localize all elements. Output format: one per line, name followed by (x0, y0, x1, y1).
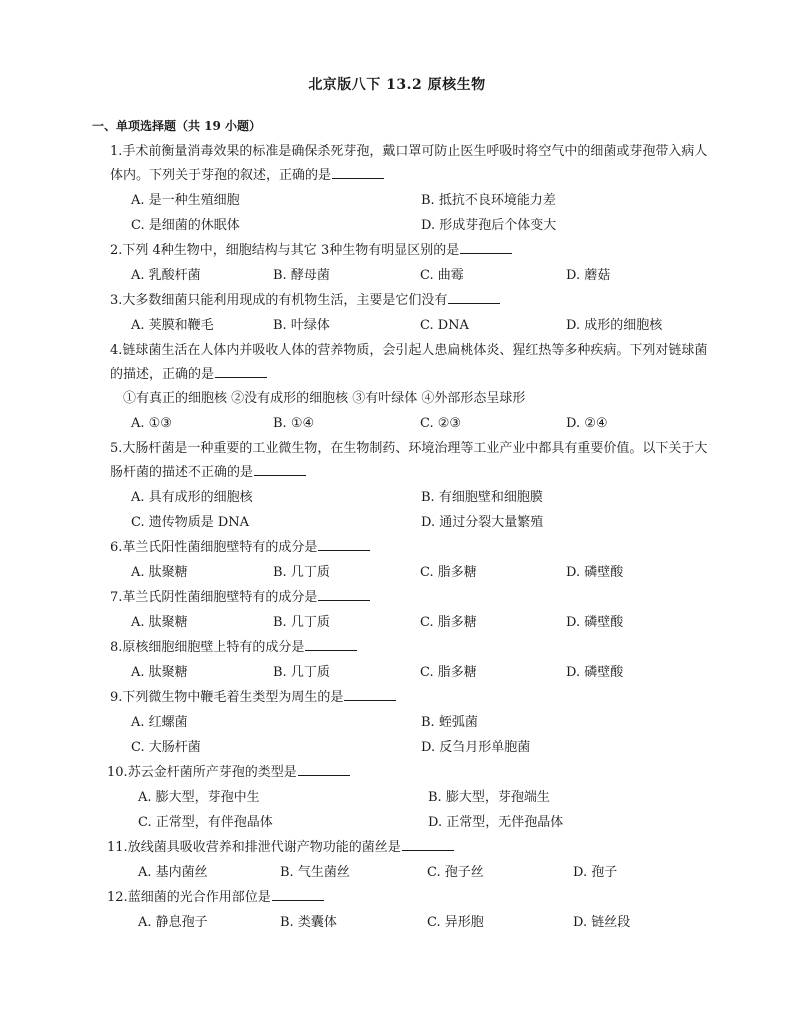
answer-blank[interactable] (298, 761, 350, 776)
question-item (0, 339, 794, 436)
question-item (0, 586, 794, 635)
answer-option[interactable]: C. 是细菌的休眠体 (131, 218, 240, 233)
answer-option[interactable]: B. 抵抗不良环境能力差 (421, 193, 556, 208)
question-item (0, 836, 794, 885)
question-stem (107, 761, 707, 785)
question-number: 2. (110, 243, 123, 258)
answer-option[interactable]: B. 膨大型，芽孢端生 (428, 790, 550, 805)
question-number: 10. (107, 765, 128, 780)
answer-option[interactable]: C. 脂多糖 (420, 615, 477, 630)
answer-option[interactable]: C. 正常型，有伴孢晶体 (138, 815, 273, 830)
answer-option[interactable]: D. 蘑菇 (566, 268, 611, 283)
answer-option[interactable]: A. 红螺菌 (131, 715, 188, 730)
answer-option[interactable]: A. 膨大型，芽孢中生 (138, 790, 260, 805)
answer-option[interactable]: C. DNA (420, 318, 469, 333)
answer-option[interactable]: A. 肽聚糖 (131, 615, 188, 630)
question-text: 革兰氏阳性菌细胞壁特有的成分是 (122, 540, 318, 555)
answer-option[interactable]: D. 正常型，无伴孢晶体 (428, 815, 564, 830)
question-stem (107, 836, 707, 860)
question-stem (107, 886, 707, 910)
option-list (131, 610, 731, 635)
answer-option[interactable]: B. 几丁质 (273, 565, 330, 580)
question-text: 放线菌具吸收营养和排泄代谢产物功能的菌丝是 (127, 840, 401, 855)
question-number: 1. (110, 144, 123, 159)
question-list (0, 140, 794, 936)
answer-option[interactable]: C. 大肠杆菌 (131, 740, 201, 755)
answer-blank[interactable] (402, 836, 454, 851)
section-heading: 一、单项选择题（共 19 小题） (92, 119, 262, 133)
option-list (131, 710, 731, 760)
question-text: 下列 4种生物中，细胞结构与其它 3种生物有明显区别的是 (122, 243, 460, 258)
question-number: 5. (110, 441, 123, 456)
option-list (131, 660, 731, 685)
answer-option[interactable]: B. 几丁质 (273, 615, 330, 630)
question-stem (110, 239, 710, 263)
question-stem (110, 437, 710, 485)
answer-blank[interactable] (215, 363, 267, 378)
question-item (0, 761, 794, 835)
answer-option[interactable]: C. 脂多糖 (420, 665, 477, 680)
question-item (0, 437, 794, 535)
question-number: 3. (110, 293, 123, 308)
answer-option[interactable]: A. 乳酸杆菌 (131, 268, 201, 283)
answer-blank[interactable] (254, 461, 306, 476)
answer-blank[interactable] (344, 686, 396, 701)
option-list (131, 411, 731, 436)
question-number: 9. (110, 690, 123, 705)
answer-option[interactable]: A. 荚膜和鞭毛 (131, 318, 214, 333)
answer-option[interactable]: C. 遗传物质是 DNA (131, 515, 250, 530)
answer-option[interactable]: B. ①④ (273, 416, 315, 431)
question-statements: ①有真正的细胞核 ②没有成形的细胞核 ③有叶绿体 ④外部形态呈球形 (123, 391, 526, 406)
option-list (138, 910, 738, 935)
question-number: 6. (110, 540, 123, 555)
question-text: 苏云金杆菌所产芽孢的类型是 (127, 765, 297, 780)
answer-option[interactable]: D. 成形的细胞核 (566, 318, 663, 333)
answer-option[interactable]: D. 通过分裂大量繁殖 (421, 515, 544, 530)
answer-option[interactable]: D. 链丝段 (573, 915, 631, 930)
answer-option[interactable]: D. 磷壁酸 (566, 615, 624, 630)
question-stem (110, 140, 710, 188)
question-text: 链球菌生活在人体内并吸收人体的营养物质，会引起人患扁桃体炎、猩红热等多种疾病。下列对链球菌的描述，正确的是 (110, 343, 708, 382)
question-item (0, 140, 794, 238)
question-stem (110, 636, 710, 660)
answer-blank[interactable] (460, 239, 512, 254)
answer-blank[interactable] (448, 289, 500, 304)
answer-blank[interactable] (318, 536, 370, 551)
answer-option[interactable]: C. 脂多糖 (420, 565, 477, 580)
question-number: 12. (107, 890, 128, 905)
answer-option[interactable]: B. 蛭弧菌 (421, 715, 478, 730)
answer-option[interactable]: B. 有细胞壁和细胞膜 (421, 490, 543, 505)
question-item (0, 536, 794, 585)
answer-option[interactable]: D. 反刍月形单胞菌 (421, 740, 531, 755)
question-text: 下列微生物中鞭毛着生类型为周生的是 (122, 690, 344, 705)
answer-option[interactable]: A. 肽聚糖 (131, 665, 188, 680)
question-number: 4. (110, 343, 123, 358)
answer-option[interactable]: B. 叶绿体 (273, 318, 330, 333)
question-text: 蓝细菌的光合作用部位是 (127, 890, 271, 905)
question-text: 大肠杆菌是一种重要的工业微生物，在生物制药、环境治理等工业产业中都具有重要价值。以下关于大肠杆菌的描述不正确的是 (110, 441, 708, 480)
answer-option[interactable]: A. 具有成形的细胞核 (131, 490, 253, 505)
question-text: 大多数细菌只能利用现成的有机物生活，主要是它们没有 (122, 293, 448, 308)
answer-option[interactable]: C. 异形胞 (427, 915, 484, 930)
answer-option[interactable]: A. 是一种生殖细胞 (131, 193, 240, 208)
question-stem (110, 686, 710, 710)
answer-blank[interactable] (272, 886, 324, 901)
question-stem (110, 339, 710, 387)
answer-option[interactable]: D. ②④ (566, 416, 608, 431)
answer-option[interactable]: A. 基内菌丝 (138, 865, 208, 880)
document-title: 北京版八下 13.2 原核生物 (308, 77, 486, 93)
question-item (0, 886, 794, 935)
option-list (131, 485, 731, 535)
option-list (138, 785, 738, 835)
option-list (138, 860, 738, 885)
option-list (131, 560, 731, 585)
answer-option[interactable]: A. ①③ (131, 416, 172, 431)
option-list (131, 313, 731, 338)
answer-option[interactable]: C. 孢子丝 (427, 865, 484, 880)
answer-option[interactable]: B. 几丁质 (273, 665, 330, 680)
answer-blank[interactable] (318, 586, 370, 601)
answer-option[interactable]: D. 孢子 (573, 865, 618, 880)
question-text: 革兰氏阴性菌细胞壁特有的成分是 (122, 590, 318, 605)
answer-blank[interactable] (305, 636, 357, 651)
question-item (0, 636, 794, 685)
answer-option[interactable]: A. 静息孢子 (138, 915, 208, 930)
question-stem (110, 586, 710, 610)
question-text: 手术前衡量消毒效果的标准是确保杀死芽孢，戴口罩可防止医生呼吸时将空气中的细菌或芽孢带入病人体内。下列关于芽孢的叙述，正确的是 (110, 144, 708, 183)
answer-option[interactable]: C. 曲霉 (420, 268, 464, 283)
question-item (0, 686, 794, 760)
option-list (131, 263, 731, 288)
option-list (131, 188, 731, 238)
answer-blank[interactable] (332, 164, 384, 179)
question-number: 8. (110, 640, 123, 655)
answer-option[interactable]: D. 磷壁酸 (566, 665, 624, 680)
answer-option[interactable]: D. 形成芽孢后个体变大 (421, 218, 557, 233)
question-stem (110, 289, 710, 313)
question-item (0, 239, 794, 288)
answer-option[interactable]: D. 磷壁酸 (566, 565, 624, 580)
question-text: 原核细胞细胞壁上特有的成分是 (122, 640, 305, 655)
answer-option[interactable]: A. 肽聚糖 (131, 565, 188, 580)
question-item (0, 289, 794, 338)
question-stem (110, 536, 710, 560)
question-number: 7. (110, 590, 123, 605)
answer-option[interactable]: B. 气生菌丝 (280, 865, 350, 880)
question-number: 11. (107, 840, 128, 855)
answer-option[interactable]: B. 酵母菌 (273, 268, 330, 283)
answer-option[interactable]: C. ②③ (420, 416, 462, 431)
answer-option[interactable]: B. 类囊体 (280, 915, 337, 930)
